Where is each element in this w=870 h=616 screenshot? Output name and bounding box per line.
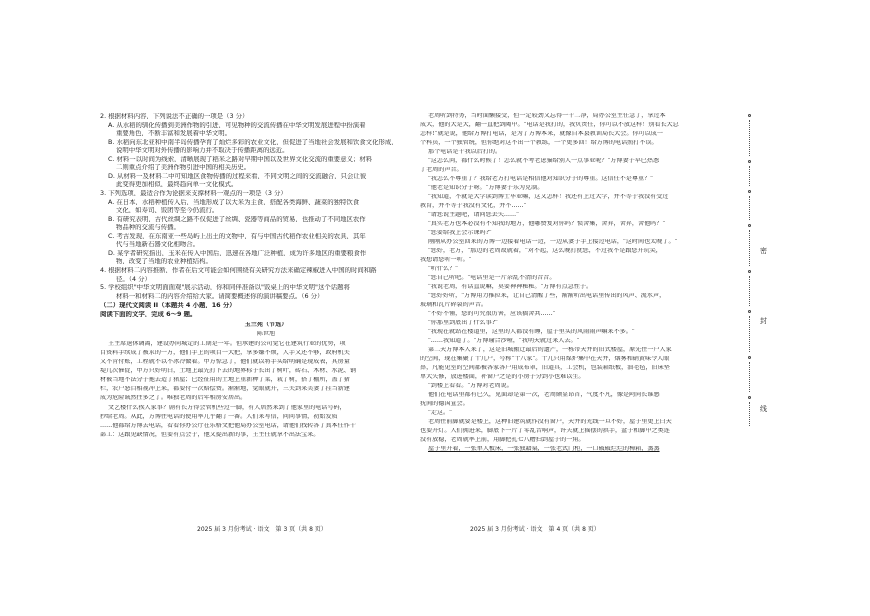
left-page-text-line: B. 有研究表明，古代丝绸之路不仅促进了丝绸、瓷器等商品的贸易，也推动了不同地区农作: [108, 216, 366, 223]
left-page-text-line: 堤几次催促，甲方只好明白，土地上最先打下去的地界标子长出了树叶，砖石、木材、水泥、钢: [100, 368, 356, 374]
binding-char-xian: 线: [760, 405, 767, 413]
left-page-text-line: 物品种的交流与传播。: [116, 224, 180, 231]
binding-line: [749, 276, 750, 306]
left-page-text-line: 成为危险诚然住多之了。唯独老周的后年相房安居出。: [100, 395, 247, 401]
right-page-text-line: "听什么？": [428, 266, 458, 272]
binding-hole: [748, 310, 751, 313]
left-page-text-line: 4. 根据材料二内容推断，作者在后文可能会如何围绕有关研究方法来确定辣椒进入中国的时间和路: [100, 267, 377, 274]
left-page-text-line: 代与当地新石器文化相吻合。: [116, 241, 200, 248]
right-page-text-line: 玻璃和瓦片碎裂的声音。: [420, 302, 488, 308]
right-page-text-line: "您要给我上会示课吗?": [428, 230, 492, 236]
left-page-text-line: C. 考古发现，在东南亚一些岛屿上出土的文物中，有与中国古代稻作农业相关的农具，其年: [108, 233, 366, 240]
binding-hole: [748, 160, 751, 163]
right-page-text-line: 抚间的德国宣会。: [420, 401, 469, 407]
left-page-text-line: 王主席退休调离，建设办同城定的工期是一年。但承建的公司觉它在建筑行业的优势，项: [108, 341, 346, 347]
right-page-text-line: 鼻，凡能见室的空间都被各家各户用成布罩，旧道具，工会机，包装箱纸板，油毛毡，旧床垫: [420, 365, 670, 371]
left-page-text-line: 目资料手续成了被求的一方，他们手上的项目一大把，拿多嫌不烦，人手又还不够，政府机关: [100, 350, 350, 356]
right-page-text-line: "真实老方也本必没有不知我的地方，他哪赞复对你吗？愤舍集，舍弃，舍弃，舍他吗？": [428, 221, 666, 227]
left-page-text-line: 文艺楼什么挨人家事？剧有长方得会管机些过一脚，有人居然来到了他家里的电话号码，: [108, 405, 346, 411]
left-page-text-line: A. 从水稻的驯化传播到美洲作物的引进，可见物种的交流传播在中华文明发展进程中扮演着: [108, 122, 366, 129]
left-page-text-line: 部工：这跟见缺情况，但要有点会于，他又提出新的事，王主任就拿不出法宝来。: [100, 432, 320, 438]
right-page-text-line: 他们在电话里都有已久，见面却是第一次，老周颇显昂首，气度不凡，像是阿同长谁感: [428, 392, 660, 398]
binding-hole: [748, 356, 751, 359]
right-page-text-line: "我说老周，有话直说嘛，莫要神神秘秘。"方博有点急性子。: [428, 284, 593, 290]
right-page-text-line: 没有放稳，老周就率上前，用脚把孔七八糟扫到屋子的一角。: [420, 437, 585, 443]
left-page-text-line: 3. 下列选项，最适合作为论据来支撑材料一观点的一项是（3 分）: [100, 190, 287, 197]
right-page-text-line: "到楼上看看。"方博对老周说。: [428, 383, 513, 389]
left-page-text-line: 材料一和材料二的内容介绍给大家。请简要概述你的演讲稿要点。（6 分）: [116, 293, 324, 300]
left-page-text-line: 阅读下面的文字，完成 6～9 题。: [100, 311, 197, 318]
right-page-text-line: 教育，并不等于我没有文化，并不……": [420, 203, 527, 209]
right-page-text-line: "我知道，不就是大学读到博士毕业嘛，这又怎样！我还有上过大学，并不等于我没有受过: [428, 194, 669, 200]
binding-hole: [748, 396, 751, 399]
left-page-footer: 2025 届 3 月份考试 · 语文 第 3 页（共 8 页）: [197, 526, 327, 533]
left-page-text-line: 抄给老周。从此，方博住电话的使用率几乎翻了一番。人们来写信，问问事情，初始发质: [100, 414, 338, 420]
binding-line: [749, 120, 750, 156]
left-page-text-line: 又不肯付账，工程就不以不冰冷做着。甲方惊急了，他们就以将手头给明确是现成表，其房量: [100, 359, 350, 365]
left-page-text-line: （二）现代文阅读 II（本题共 4 小题，16 分）: [100, 302, 236, 309]
right-page-text-line: "你那里到底出了什么事?": [428, 320, 498, 326]
binding-hole: [748, 224, 751, 227]
right-page-text-line: 单大失修，放进楼面，补窗户之是的小房子分到小也难以生。: [420, 374, 585, 380]
left-page-text-line: 玉兰苑（节选）: [244, 322, 288, 328]
binding-line: [749, 402, 750, 426]
right-page-text-line: "不好不懂，您的可究很厉害，应该搞舍共……": [428, 311, 556, 317]
binding-char-mi: 密: [760, 247, 767, 255]
right-page-text-line: "您好，老方，"那边的老周故就着，"对不起，这么晚打扰您，不过我不是跟您开玩笑，: [428, 248, 662, 254]
right-page-text-line: 成大，他的大是大，翻一直把到陶中。"电话是我打的，我负责任，你可以不放这样！别看长大总: [420, 122, 679, 128]
right-page-text-line: 刚刚从办公室回来的方博一边接着电话一边，一边从妻子手上接过电话，"这时间也太晚了。": [428, 239, 678, 245]
binding-line: [749, 166, 750, 186]
left-page-text-line: 文化，如寿司、饭团等至今仍流行。: [116, 207, 219, 214]
right-page-text-line: 老周听到特务，当时面懒接受，但一定较劲又忘得一干二净，局办公室主任急了，拿过本: [428, 113, 666, 119]
right-page-text-line: "……我知道了。"方博瑜合沙哑，"我明天就过来人去。": [428, 338, 580, 344]
binding-char-feng: 封: [760, 317, 767, 325]
right-page-text-line: "走这。": [428, 410, 452, 416]
left-page-text-line: 说明中华文明对外传播的影响力并不取决于传播距离的远近。: [116, 147, 289, 154]
right-page-text-line: 第二天方博本人来了，这是旧城搬迁最后的遗产，一栋带天井的旧式楼屋，原先住一户人家: [428, 347, 672, 353]
left-page-text-line: D. 从材料一及材料二中可知地区食物传播的过程来看，不同文明之间的交流融合，只会让彼: [108, 173, 367, 180]
left-page-text-line: 2. 根据材料内容，下列说法不正确的一项是（3 分）: [100, 113, 249, 120]
left-page-text-line: C. 材料一以时间为线索，清晰展现了稻米之路对早期中国以及世界文化交流的重要意义；材料: [108, 156, 373, 163]
binding-hole: [748, 114, 751, 117]
right-page-text-line: "我怎么不尊重了？我给老方打电话是相信他对知识分子的尊重。这信任不是尊重？": [428, 176, 653, 182]
left-page-text-line: 二则重点介绍了美洲作物引进中国的相关历史。: [116, 164, 251, 171]
right-page-text-line: "您好好听，"方博用力推拉来，让自己清醒了些，渐渐听出电话里传出的风声、流水声，: [428, 293, 666, 299]
left-page-text-line: 陈世旭: [256, 331, 276, 337]
right-page-text-line: 也要开灯。人们拥进来，脚底下一片了零乱音响声，许夫就上摇摆的拱手，盆子和脚中之类连: [420, 428, 670, 434]
right-page-text-line: "这怎么问，都什么时候了！怎么就不考老虑猫给别人一点事业呢？"方博妻子早已热悉: [428, 158, 660, 164]
left-page-text-line: 径。（4 分）: [116, 276, 151, 283]
binding-line: [749, 362, 750, 392]
binding-line: [749, 196, 750, 220]
right-page-footer: 2025 届 3 月份考试 · 语文 第 4 页（共 8 页）: [470, 526, 600, 533]
right-page-text-line: 的空间，现在集聚了十几户，号称"十八家"。十几只用煤炉集中在天井，烟雾和硝黄味令人眼: [420, 356, 670, 362]
left-page-text-line: 此变得更加相似，最终趋向单一文化模式。: [116, 181, 238, 188]
right-page-text-line: "他老是知识分子呀。"方博妻子乐为克制。: [428, 185, 544, 191]
left-page-text-line: 5. 学校组织"中华文明面面观"展示活动，你和同伴准备以"饭桌上的中华文明"这个话题将: [100, 284, 350, 291]
left-page-text-line: 重要角色，不断丰富和发展着中华文明。: [116, 130, 232, 137]
binding-line: [749, 316, 750, 352]
binding-margin: [748, 110, 774, 430]
binding-hole: [748, 190, 751, 193]
right-page-text-line: 怎样!"就是说，他给方博打电话，是为了方博本来，就像自本县教训局长大会。你可以成一: [420, 131, 663, 137]
right-page-text-line: 了老周的声音。: [420, 167, 463, 173]
binding-line: [749, 230, 750, 266]
right-page-text-line: 我想请您听一听。": [420, 257, 472, 263]
left-page-text-line: 物，改变了当地的农业种植结构。: [116, 258, 212, 265]
binding-hole: [748, 270, 751, 273]
right-page-text-line: 那个电话是干我以后打的。: [428, 149, 502, 155]
left-page-text-line: A. 在日本，水稻种植传入后，当地形成了以大米为主食，搭配各类海鲜、蔬菜的独特饮食: [108, 199, 360, 206]
left-page-text-line: 材被当地不法分子拖去造了猪屋；已经征用的土地上重新种了菜，栽了树，搭了棚所，盖了猪: [100, 377, 350, 383]
left-page-text-line: B. 水稻向东北亚和中南半岛传播孕育了灿烂多彩的农业文化，但促进了当地社会发展和饮食文化形成，: [108, 139, 398, 146]
right-page-text-line: 屋子里开着，一张单人板床，一张独籍桌，一张老式门柜，一口破破烂烂的樟箱，蒸蒸: [428, 446, 660, 452]
left-page-text-line: ……他都给方博去电话，看看你办公厅在乐格文把他局办公室电话，请他们找转各了真本任作干: [100, 423, 356, 429]
right-page-text-line: "我现在就站在楼道里，这里的人都没有睡，屋子里头的风雨雨声嘛来不多。": [428, 329, 635, 335]
right-page-text-line: "请您说主题吧，请问您丢失……": [428, 212, 519, 218]
left-page-text-line: 栏，农户怒目相视冲上来，都要付一次赔偿费。渐渐地，觉眼就开，三关到来美妻了挂当新建: [100, 386, 350, 392]
right-page-text-line: "您自己听吧。"电话里是一片杂乱不清的音音。: [428, 275, 556, 281]
right-page-text-line: 个科员，一个独管统，但你绝对这不出一个教练，一个更多回！给方博的电话照打不误。: [420, 140, 658, 146]
left-page-text-line: D. 某学者研究指出，玉米在传入中国后，迅速在各地广泛种植，成为许多地区的重要粮食作: [108, 250, 367, 257]
right-page-text-line: 老周往前脚就要是楼上，这种旧建筑就作没有窗户，天井的光线一旦不好，屋子里更上白天: [428, 419, 672, 425]
